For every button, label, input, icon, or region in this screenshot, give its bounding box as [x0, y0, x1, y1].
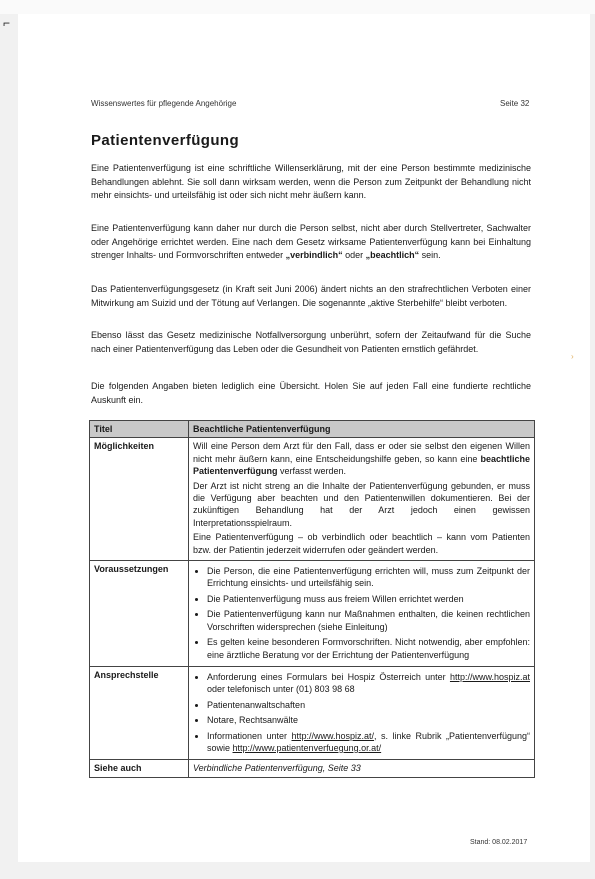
bold-verbindlich: „verbindlich“: [285, 250, 343, 260]
list-item: • Notare, Rechtsanwälte: [207, 714, 530, 726]
list-item: • Die Patientenverfügung muss aus freiem Willen errichtet werden: [207, 593, 530, 605]
paragraph-hinweis: Die folgenden Angaben bieten lediglich eine Übersicht. Holen Sie auf jeden Fall eine fundierte rechtliche Auskunft ein.: [91, 381, 531, 405]
row-content-ansprechstelle: [189, 666, 535, 759]
corner-mark: ⌐: [3, 16, 11, 30]
row-label-voraussetzungen: Voraussetzungen: [90, 561, 189, 667]
paragraph-definition: Eine Patientenverfügung ist eine schriftliche Willenserklärung, mit der eine Person bestimmte medizinische Behandlungen ablehnt. Sie soll dann wirksam werden, wenn die Person zum Zeitpunkt der Behandlung nicht mehr einsichts- und urteilsfähig ist oder sich nicht mehr äußern kann.: [91, 163, 531, 200]
paragraph-gesetz: Das Patientenverfügungsgesetz (in Kraft seit Juni 2006) ändert nichts an den strafrechtlichen Verboten einer Mitwirkung am Suizid und der Tötung auf Verlangen. Die sogenannte „aktive Sterbehilfe“ bleibt verboten.: [91, 284, 531, 308]
list-item: • Informationen unter http://www.hospiz.at/, s. linke Rubrik „Patientenverfügung“ sowie http://www.patientenverfuegung.or.at/: [207, 730, 530, 755]
table-header-beachtliche: Beachtliche Patientenverfügung: [189, 421, 535, 438]
list-item: • Patientenanwaltschaften: [207, 699, 530, 711]
scan-edge: [0, 0, 595, 14]
link-hospiz-info[interactable]: http://www.hospiz.at/: [291, 730, 375, 741]
page-number: Seite 32: [500, 99, 530, 108]
link-hospiz[interactable]: http://www.hospiz.at: [449, 671, 530, 682]
table-row-moeglichkeiten: [90, 438, 535, 561]
table-row-siehe-auch: [90, 760, 535, 777]
list-item: • Die Patientenverfügung kann nur Maßnahmen enthalten, die keinen rechtlichen Vorschriften widersprechen (siehe Einleitung): [207, 608, 530, 633]
row-label-siehe-auch: Siehe auch: [90, 760, 189, 777]
info-table: [89, 420, 535, 778]
page-title: Patientenverfügung: [91, 132, 240, 149]
row-content-voraussetzungen: [189, 561, 535, 667]
row-label-moeglichkeiten: Möglichkeiten: [90, 438, 189, 561]
list-item: • Die Person, die eine Patientenverfügung errichten will, muss zum Zeitpunkt der Errichtung einsichts- und urteilsfähig sein.: [207, 565, 530, 590]
bold-beachtlich: „beachtlich“: [365, 250, 420, 260]
paragraph-errichtung: Eine Patientenverfügung kann daher nur durch die Person selbst, nicht aber durch Stellvertreter, Sachwalter oder Angehörige errichtet werden. Eine nach dem Gesetz wirksame Patientenverfügung kann bei Einhaltung strenger Inhalts- und Formvorschriften entweder „verbindlich“ oder „beachtlich“ sein.: [91, 223, 531, 260]
list-item: • Anforderung eines Formulars bei Hospiz Österreich unter http://www.hospiz.at oder telefonisch unter (01) 803 98 68: [207, 671, 530, 696]
row-label-ansprechstelle: Ansprechstelle: [90, 666, 189, 759]
footer-date: Stand: 08.02.2017: [470, 839, 528, 846]
table-row-voraussetzungen: [90, 561, 535, 667]
link-patientenverfuegung[interactable]: http://www.patientenverfuegung.or.at/: [232, 742, 382, 753]
row-content-moeglichkeiten: [189, 438, 535, 561]
list-item: • Es gelten keine besonderen Formvorschriften. Nicht notwendig, aber empfohlen: eine ärztliche Beratung vor der Errichtung der Patientenverfügung: [207, 636, 530, 661]
table-header-titel: Titel: [90, 421, 189, 438]
moeglichkeiten-text-3: Eine Patientenverfügung – ob verbindlich oder beachtlich – kann vom Patienten bzw. der Patientin jederzeit widerrufen oder geändert werden.: [193, 532, 530, 555]
moeglichkeiten-text-2: Der Arzt ist nicht streng an die Inhalte der Patientenverfügung gebunden, er muss die Verfügung aber beachten und den Patientenwillen dokumentieren. Bei der zukünftigen Behandlung hat der Arzt jedoch einen gewissen Interpretationsspielraum.: [193, 480, 530, 528]
ansprechstelle-list: [193, 671, 530, 754]
table-row-ansprechstelle: [90, 666, 535, 759]
moeglichkeiten-text-1: Will eine Person dem Arzt für den Fall, dass er oder sie selbst den eigenen Willen nicht mehr äußern kann, eine Entscheidungshilfe geben, so kann eine beachtliche Patientenverfügung verfasst werden.: [193, 441, 530, 477]
paragraph-notfall: Ebenso lässt das Gesetz medizinische Notfallversorgung unberührt, sofern der Zeitaufwand für die Suche nach einer Patientenverfügung das Leben oder die Gesundheit von Patienten ernstlich gefährdet.: [91, 330, 531, 354]
scan-speck: ›: [571, 352, 574, 361]
table-header-row: [90, 421, 535, 438]
row-content-siehe-auch: Verbindliche Patientenverfügung, Seite 33: [189, 760, 535, 777]
voraussetzungen-list: [193, 565, 530, 661]
running-header-left: Wissenswertes für pflegende Angehörige: [91, 99, 237, 108]
